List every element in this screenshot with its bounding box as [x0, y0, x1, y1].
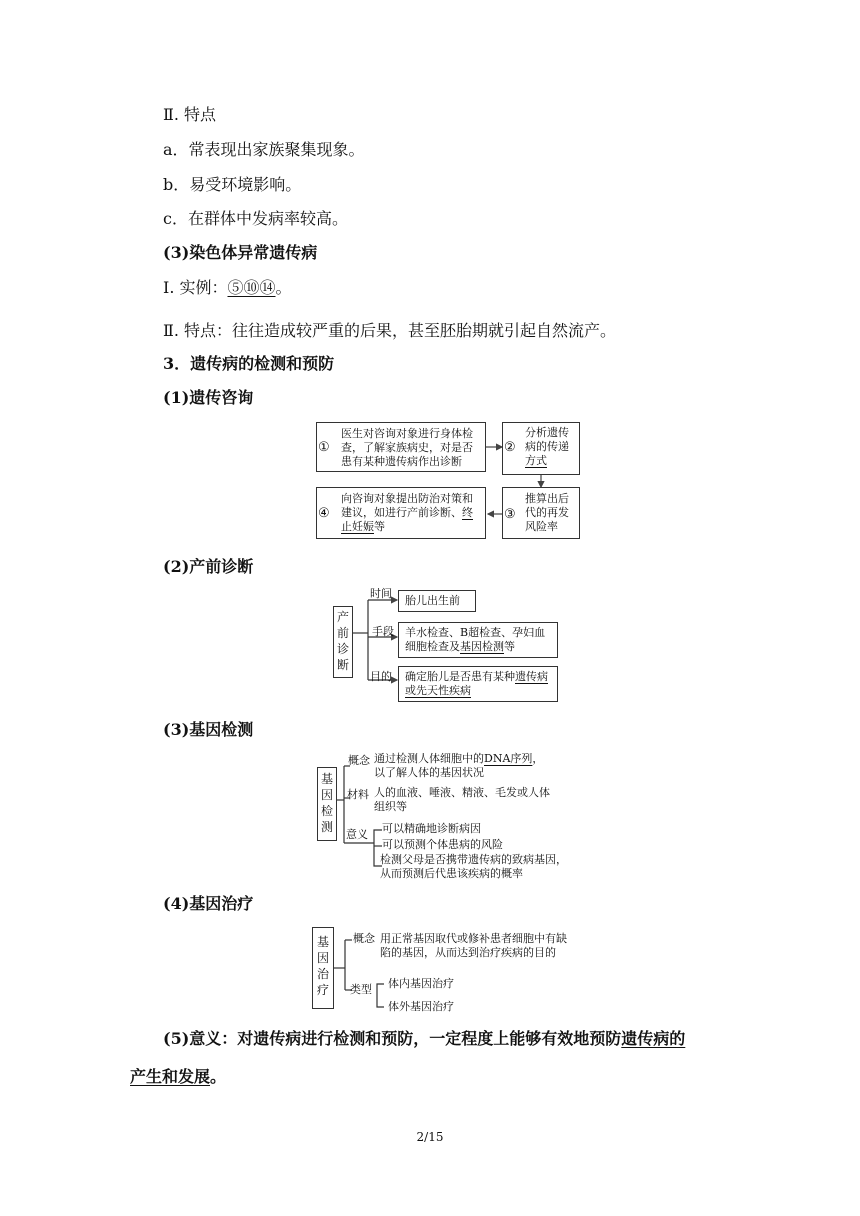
example-suffix: 。: [275, 278, 292, 297]
heading-features-2: Ⅱ. 特点: [163, 105, 217, 124]
feature-c: c．在群体中发病率较高。: [163, 209, 348, 228]
significance-line-1: (5)意义：对遗传病进行检测和预防，一定程度上能够有效地预防遗传病的: [163, 1029, 686, 1048]
heading-prenatal: (2)产前诊断: [163, 557, 254, 576]
gene-test-material: 人的血液、唾液、精液、毛发或人体 组织等: [374, 786, 550, 813]
gene-therapy-concept: 用正常基因取代或修补患者细胞中有缺 陷的基因，从而达到治疗疾病的目的: [380, 932, 567, 959]
heading-chromosome-disease: (3)染色体异常遗传病: [163, 243, 318, 262]
feature-b: b．易受环境影响。: [163, 175, 302, 194]
heading-gene-test: (3)基因检测: [163, 720, 254, 739]
gene-test-key-concept: 概念: [348, 754, 370, 767]
gene-therapy-key-concept: 概念: [353, 932, 375, 945]
gene-test-title-box: 基因检测: [317, 767, 337, 841]
prenatal-title-box: 产前诊断: [333, 606, 353, 678]
prenatal-key-time: 时间: [370, 587, 392, 600]
prenatal-time-box: 胎儿出生前: [398, 590, 476, 612]
prenatal-means-box: 羊水检查、B超检查、孕妇血细胞检查及基因检测等: [398, 622, 558, 658]
step-2-number: ②: [504, 440, 516, 455]
prenatal-purpose-box: 确定胎儿是否患有某种遗传病或先天性疾病: [398, 666, 558, 702]
counseling-step-1: 医生对咨询对象进行身体检查，了解家族病史，对是否患有某种遗传病作出诊断: [316, 422, 486, 472]
gene-test-sig-2: 可以预测个体患病的风险: [382, 838, 503, 851]
prenatal-key-purpose: 目的: [370, 670, 392, 683]
gene-therapy-key-type: 类型: [350, 983, 372, 996]
chromosome-features: Ⅱ. 特点：往往造成较严重的后果，甚至胚胎期就引起自然流产。: [163, 321, 617, 340]
step-3-number: ③: [504, 507, 516, 522]
gene-test-key-material: 材料: [347, 788, 369, 801]
step-4-number: ④: [318, 506, 330, 521]
gene-therapy-type-1: 体内基因治疗: [388, 977, 454, 990]
gene-therapy-title-box: 基因治疗: [312, 927, 334, 1009]
example-numbers: ⑤⑩⑭: [227, 278, 276, 297]
gene-test-sig-1: 可以精确地诊断病因: [382, 822, 481, 835]
step-1-number: ①: [318, 440, 330, 455]
counseling-step-3: 推算出后代的再发风险率: [502, 487, 580, 539]
counseling-step-4: 向咨询对象提出防治对策和建议，如进行产前诊断、终止妊娠等: [316, 487, 486, 539]
page-number: 2/15: [416, 1130, 444, 1144]
gene-test-sig-3: 检测父母是否携带遗传病的致病基因， 从而预测后代患该疾病的概率: [380, 853, 567, 880]
prenatal-key-means: 手段: [372, 625, 394, 638]
gene-test-concept: 通过检测人体细胞中的DNA序列， 以了解人体的基因状况: [374, 752, 544, 779]
heading-gene-therapy: (4)基因治疗: [163, 894, 254, 913]
heading-section-3: 3．遗传病的检测和预防: [163, 354, 335, 373]
gene-test-key-significance: 意义: [346, 828, 368, 841]
example-prefix: Ⅰ. 实例：: [163, 278, 228, 297]
heading-counseling: (1)遗传咨询: [163, 388, 254, 407]
feature-a: a．常表现出家族聚集现象。: [163, 140, 365, 159]
significance-line-2: 产生和发展。: [130, 1067, 227, 1086]
gene-therapy-type-2: 体外基因治疗: [388, 1000, 454, 1013]
example-line: [163, 277, 292, 299]
counseling-step-2: 分析遗传病的传递方式: [502, 422, 580, 475]
